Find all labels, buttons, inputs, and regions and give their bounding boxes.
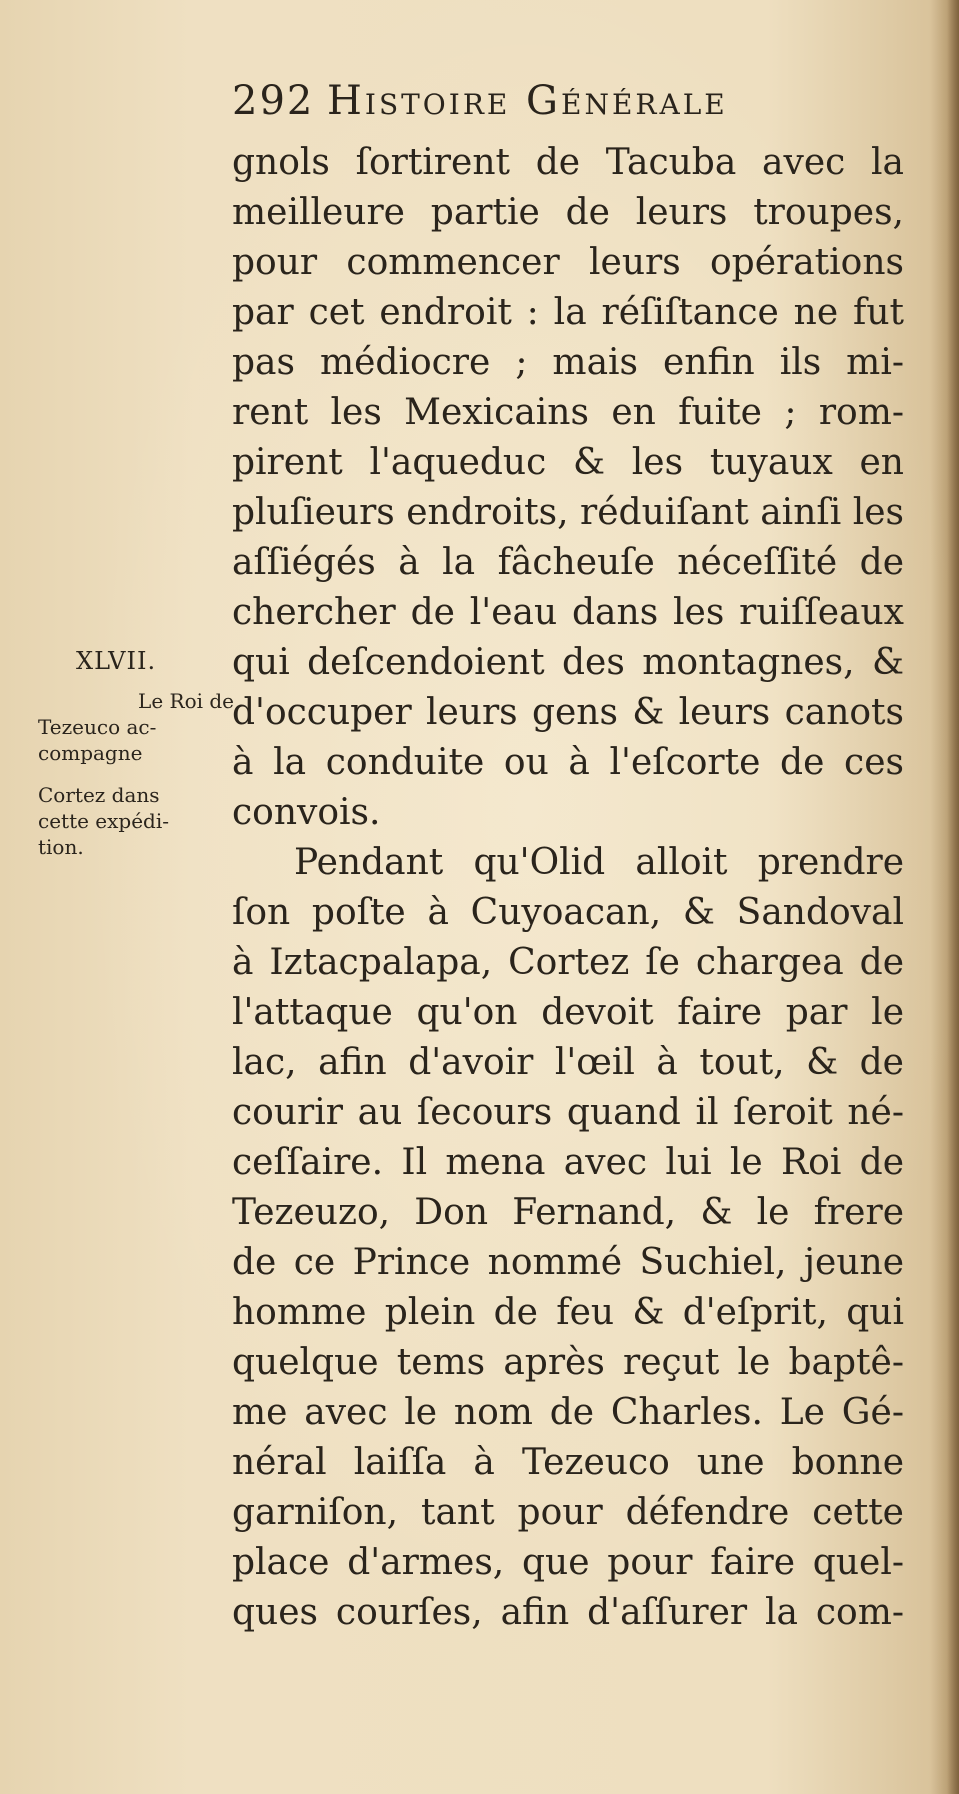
text-line: à la conduite ou à l'eſcorte de ces — [232, 742, 904, 783]
text-line: ques courſes, afin d'aſſurer la com- — [232, 1592, 904, 1633]
text-line: lac, afin d'avoir l'œil à tout, & de — [232, 1042, 904, 1083]
text-line: courir au ſecours quand il ſeroit né- — [232, 1092, 904, 1133]
page-number: 292 — [232, 78, 315, 124]
text-line: par cet endroit : la réſiſtance ne fut — [232, 292, 904, 333]
page-edge-shadow — [947, 0, 959, 1794]
text-line: homme plein de feu & d'eſprit, qui — [232, 1292, 904, 1333]
text-line: pas médiocre ; mais enfin ils mi- — [232, 342, 904, 383]
section-numeral: XLVII. — [76, 647, 157, 675]
text-line: Tezeuzo, Don Fernand, & le frere — [232, 1192, 904, 1233]
text-line: rent les Mexicains en fuite ; rom- — [232, 392, 904, 433]
text-line: ceſſaire. Il mena avec lui le Roi de — [232, 1142, 904, 1183]
text-line: meilleure partie de leurs troupes, — [232, 192, 904, 233]
text-line: qui deſcendoient des montagnes, & — [232, 642, 904, 683]
text-line: d'occuper leurs gens & leurs canots — [232, 692, 904, 733]
text-line: Pendant qu'Olid alloit prendre — [294, 842, 904, 883]
text-line: l'attaque qu'on devoit faire par le — [232, 992, 904, 1033]
text-line: convois. — [232, 792, 381, 833]
margin-note-line: compagne — [38, 741, 143, 765]
text-line: pirent l'aqueduc & les tuyaux en — [232, 442, 904, 483]
text-line: ſon poſte à Cuyoacan, & Sandoval — [232, 892, 904, 933]
text-line: gnols ſortirent de Tacuba avec la — [232, 142, 904, 183]
text-line: néral laiſſa à Tezeuco une bonne — [232, 1442, 904, 1483]
margin-note-line: Tezeuco ac- — [38, 715, 157, 739]
text-line: me avec le nom de Charles. Le Gé- — [232, 1392, 904, 1433]
running-title: Histoire Générale — [327, 78, 728, 124]
text-line: à Iztacpalapa, Cortez ſe chargea de — [232, 942, 904, 983]
text-line: aſſiégés à la fâcheuſe néceſſité de — [232, 542, 904, 583]
margin-note-line: cette expédi- — [38, 809, 170, 833]
text-line: place d'armes, que pour faire quel- — [232, 1542, 904, 1583]
text-line: quelque tems après reçut le baptê- — [232, 1342, 904, 1383]
margin-note-line: tion. — [38, 835, 84, 859]
text-line: pour commencer leurs opérations — [232, 242, 904, 283]
margin-note-line: Cortez dans — [38, 783, 160, 807]
margin-note-line: Le Roi de — [138, 689, 234, 713]
text-line: pluſieurs endroits, réduiſant ainſi les — [232, 492, 904, 533]
page-header — [232, 78, 872, 134]
text-line: chercher de l'eau dans les ruiſſeaux — [232, 592, 904, 633]
text-line: garniſon, tant pour défendre cette — [232, 1492, 904, 1533]
text-line: de ce Prince nommé Suchiel, jeune — [232, 1242, 904, 1283]
